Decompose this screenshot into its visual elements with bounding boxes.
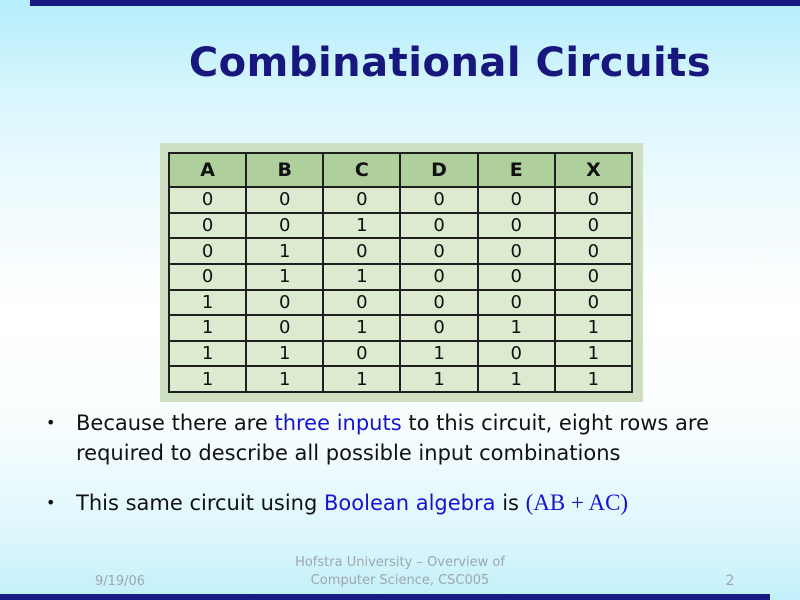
truth-table-cell: 0 [323, 290, 400, 316]
truth-table-cell: 0 [246, 290, 323, 316]
truth-table-row [169, 238, 632, 264]
truth-table-cell: 1 [246, 264, 323, 290]
truth-table-cell: 1 [169, 290, 246, 316]
truth-table-cell: 1 [478, 366, 555, 392]
bullet-text [76, 488, 724, 518]
truth-table-header-cell: E [478, 153, 555, 187]
truth-table-cell: 0 [400, 238, 477, 264]
truth-table-cell: 0 [478, 238, 555, 264]
truth-table-cell: 0 [246, 315, 323, 341]
truth-table-row [169, 366, 632, 392]
truth-table-cell: 0 [400, 187, 477, 213]
truth-table-header-row [169, 153, 632, 187]
footer-course-line2: Computer Science, CSC005 [310, 573, 490, 588]
truth-table-cell: 1 [169, 341, 246, 367]
truth-table-cell: 1 [400, 341, 477, 367]
truth-table-cell: 1 [555, 366, 632, 392]
truth-table-cell: 0 [555, 238, 632, 264]
truth-table-header-cell: B [246, 153, 323, 187]
truth-table-body [169, 187, 632, 392]
truth-table-cell: 1 [169, 315, 246, 341]
truth-table-cell: 0 [478, 341, 555, 367]
truth-table-cell: 0 [478, 264, 555, 290]
top-edge-bar [30, 0, 800, 6]
truth-table-cell: 1 [246, 238, 323, 264]
truth-table-row [169, 187, 632, 213]
bullet-text [76, 408, 724, 468]
truth-table-head [169, 153, 632, 187]
truth-table-cell: 0 [555, 290, 632, 316]
truth-table-cell: 0 [478, 290, 555, 316]
truth-table-cell: 0 [323, 238, 400, 264]
truth-table-cell: 0 [555, 264, 632, 290]
truth-table-cell: 1 [400, 366, 477, 392]
truth-table-cell: 0 [246, 213, 323, 239]
footer-date: 9/19/06 [94, 574, 146, 589]
truth-table-cell: 0 [400, 290, 477, 316]
truth-table-cell: 0 [169, 187, 246, 213]
truth-table-cell: 1 [323, 315, 400, 341]
slide-footer [0, 550, 800, 600]
bullet-item [46, 408, 746, 468]
truth-table-cell: 1 [323, 213, 400, 239]
truth-table-header-cell: C [323, 153, 400, 187]
truth-table-cell: 0 [478, 187, 555, 213]
truth-table-cell: 1 [246, 366, 323, 392]
truth-table-cell: 0 [169, 264, 246, 290]
truth-table-cell: 0 [400, 264, 477, 290]
truth-table-cell: 0 [246, 187, 323, 213]
truth-table-cell: 1 [246, 341, 323, 367]
bullet-text-segment: (AB + AC) [525, 490, 629, 515]
truth-table-row [169, 315, 632, 341]
bullet-text-segment: is [495, 491, 526, 515]
bullet-text-segment: three inputs [274, 411, 402, 435]
bullet-item [46, 488, 746, 518]
bullet-list [46, 408, 746, 538]
truth-table-cell: 0 [478, 213, 555, 239]
truth-table-frame [160, 143, 643, 402]
truth-table-header-cell: X [555, 153, 632, 187]
truth-table-cell: 1 [323, 366, 400, 392]
truth-table-cell: 0 [169, 213, 246, 239]
truth-table-header-cell: A [169, 153, 246, 187]
bullet-marker: • [46, 413, 56, 432]
bullet-text-segment: to this circuit, eight rows are required to describe all possible input combinations [76, 411, 710, 465]
footer-course-line1: Hofstra University – Overview of [295, 555, 505, 570]
truth-table-row [169, 264, 632, 290]
bullet-marker: • [46, 493, 56, 512]
truth-table-cell: 0 [555, 187, 632, 213]
truth-table-cell: 0 [323, 341, 400, 367]
truth-table-cell: 1 [169, 366, 246, 392]
footer-page-number: 2 [725, 573, 735, 589]
truth-table-row [169, 213, 632, 239]
truth-table-header-cell: D [400, 153, 477, 187]
truth-table-cell: 1 [555, 315, 632, 341]
truth-table-cell: 0 [400, 213, 477, 239]
truth-table-row [169, 341, 632, 367]
truth-table [168, 152, 633, 393]
truth-table-cell: 0 [169, 238, 246, 264]
footer-course-label [250, 554, 550, 590]
bullet-text-segment: Because there are [76, 411, 275, 435]
bullet-text-segment: Boolean algebra [324, 491, 496, 515]
truth-table-cell: 1 [323, 264, 400, 290]
truth-table-cell: 1 [555, 341, 632, 367]
truth-table-cell: 0 [400, 315, 477, 341]
truth-table-cell: 1 [478, 315, 555, 341]
truth-table-row [169, 290, 632, 316]
truth-table-cell: 0 [555, 213, 632, 239]
truth-table-cell: 0 [323, 187, 400, 213]
slide-title: Combinational Circuits [188, 40, 712, 86]
bullet-text-segment: This same circuit using [76, 491, 325, 515]
